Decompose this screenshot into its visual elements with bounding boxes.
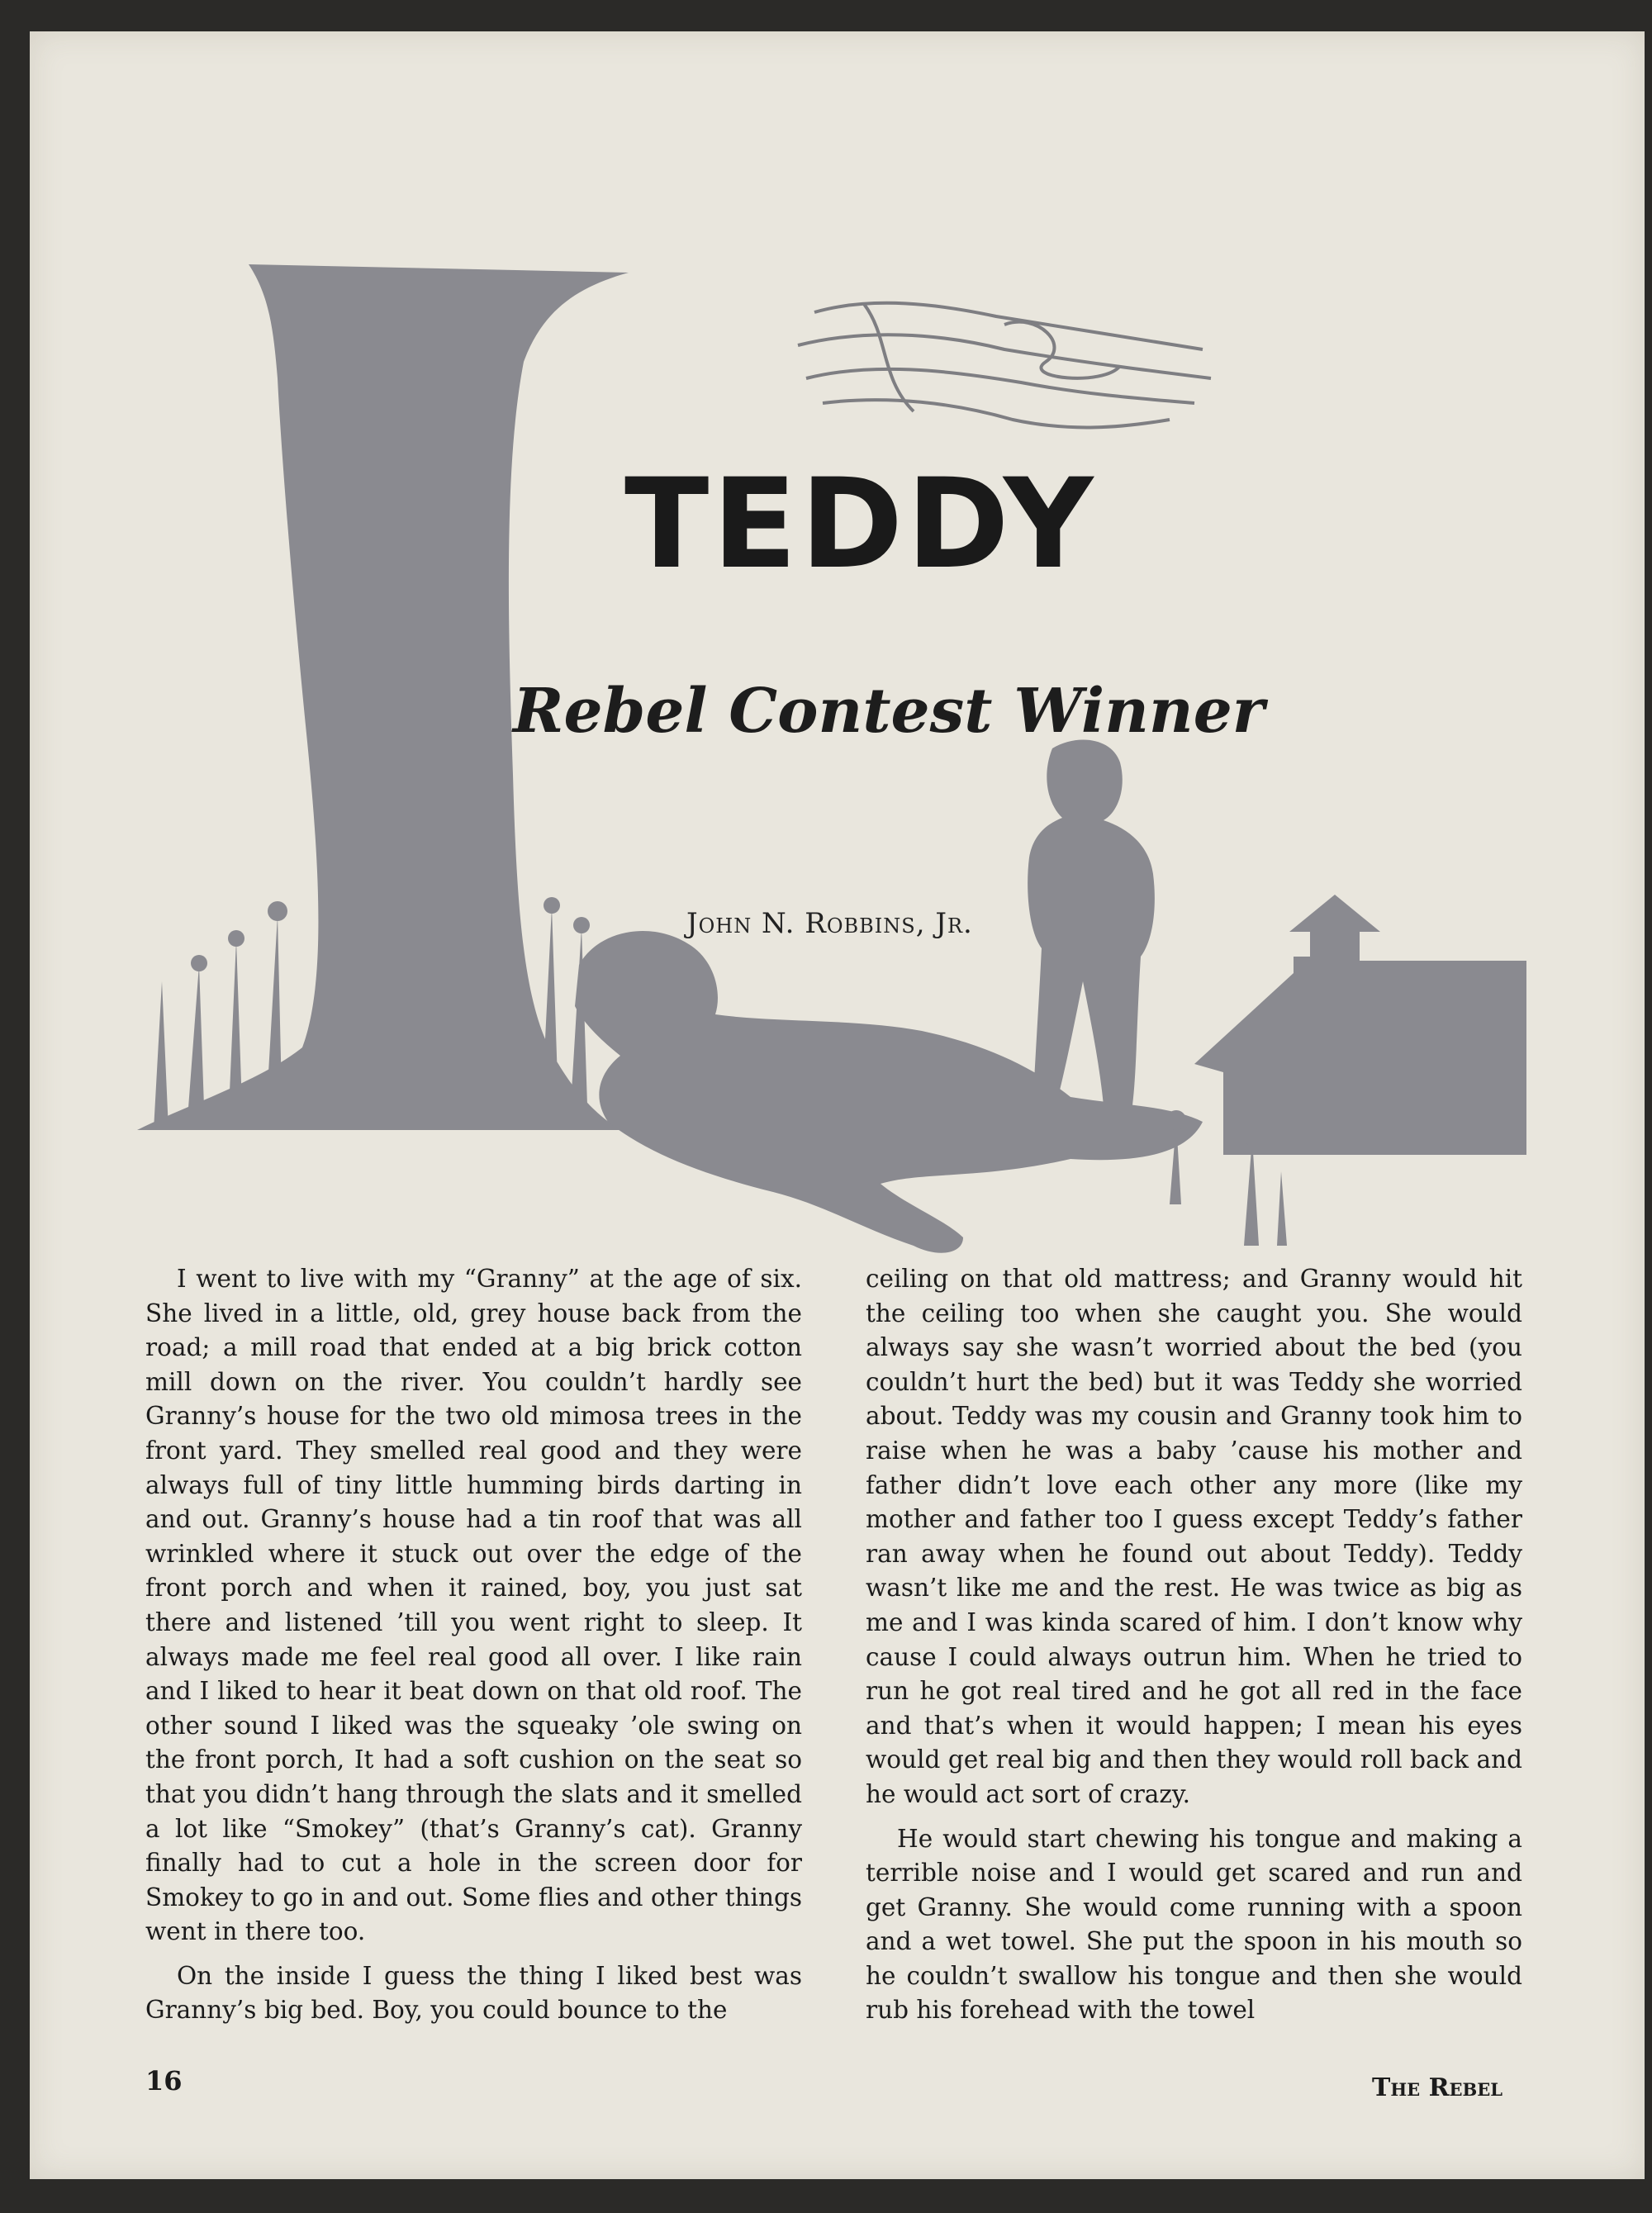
article-subtitle: Rebel Contest Winner: [513, 676, 1265, 747]
article-title: TEDDY: [624, 453, 1097, 596]
paragraph: He would start chewing his tongue and making a terrible noise and I would get scared and run and get Granny. She would come running with a spoon and a wet towel. She put the spoon in his mouth so he couldn’t swallow his tongue and then she would rub his forehead with the towel: [866, 1824, 1522, 2025]
page-number: 16: [145, 2065, 183, 2097]
house-shape: [1194, 895, 1526, 1155]
magazine-name: The Rebel: [1372, 2073, 1503, 2102]
paragraph: On the inside I guess the thing I liked best was Granny’s big bed. Boy, you could bounce to the: [145, 1961, 802, 2025]
standing-boy-shape: [1028, 740, 1155, 1105]
left-column: [145, 1262, 802, 2038]
paragraph: I went to live with my “Granny” at the age of six. She lived in a little, old, grey house back from the road; a mill road that ended at a big brick cotton mill down on the river. You couldn’t hardly see Granny’s house for the two old mimosa trees in the front yard. They smelled real good and they were always full of tiny little humming birds darting in and out. Granny’s house had a tin roof that was all wrinkled where it stuck out over the edge of the front porch and when it rained, boy, you just sat there and listened ’till you went right to sleep. It always made me feel real good all over. I like rain and I liked to hear it beat down on that old roof. The other sound I liked was the squeaky ’ole swing on the front porch, It had a soft cushion on the seat so that you didn’t hang through the slats and it smelled a lot like “Smokey” (that’s Granny’s cat). Granny finally had to cut a hole in the screen door for Smokey to go in and out. Some flies and other things went in there too.: [145, 1265, 802, 1946]
clouds-scribble: [798, 303, 1211, 428]
magazine-page: [30, 31, 1645, 2179]
author-byline: John N. Robbins, Jr.: [686, 907, 973, 940]
paragraph: ceiling on that old mattress; and Granny would hit the ceiling too when she caught you. She would always say she wasn’t worried about the bed (you couldn’t hurt the bed) but it was Teddy she worried about. Teddy was my cousin and Granny took him to raise when he was a baby ’cause his mother and father didn’t love each other any more (like my mother and father too I guess except Teddy’s father ran away when he found out about Teddy). Teddy wasn’t like me and the rest. He was twice as big as me and I was kinda scared of him. I don’t know why cause I could always outrun him. When he tried to run he got real tired and he got all red in the face and that’s when it would happen; I mean his eyes would get real big and then they would roll back and he would act sort of crazy.: [866, 1265, 1522, 1808]
right-column: [866, 1262, 1522, 2038]
